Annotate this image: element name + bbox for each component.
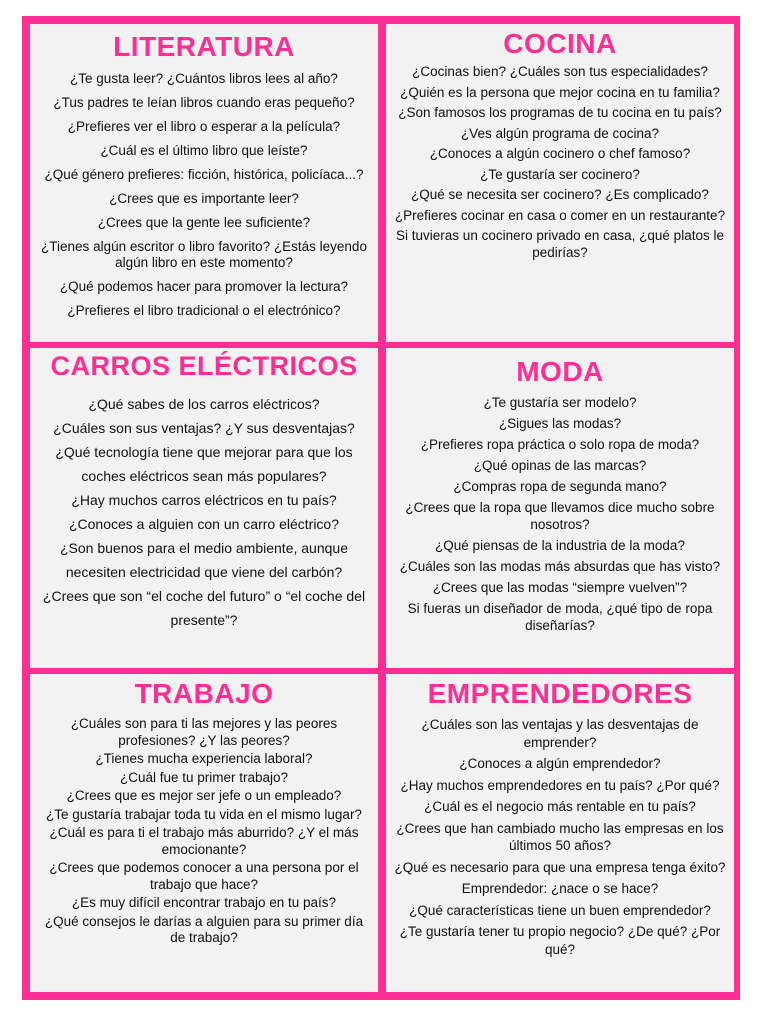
question-item: ¿Prefieres cocinar en casa o comer en un restaurante?	[394, 207, 726, 223]
question-item: ¿Tus padres te leían libros cuando eras pequeño?	[53, 95, 355, 110]
card-moda	[386, 348, 734, 668]
card-title: EMPRENDEDORES	[427, 678, 693, 709]
question-item: ¿Ves algún programa de cocina?	[460, 125, 660, 141]
card-emprendedores	[386, 674, 734, 992]
question-item: ¿Cuál fue tu primer trabajo?	[119, 769, 289, 785]
question-item: ¿Cuáles son las ventajas y las desventajas de emprender?	[421, 717, 699, 750]
question-item: Si tuvieras un cocinero privado en casa, ¿qué platos le pedirías?	[396, 228, 724, 260]
question-item: ¿Qué piensas de la industria de la moda?	[435, 538, 685, 553]
question-item: ¿Hay muchos carros eléctricos en tu país?	[71, 492, 337, 508]
question-item: ¿Qué opinas de las marcas?	[473, 458, 647, 473]
question-item: ¿Crees que han cambiado mucho las empresas en los últimos 50 años?	[396, 820, 724, 853]
question-item: ¿Son famosos los programas de tu cocina en tu país?	[398, 105, 722, 120]
card-carros-electricos	[30, 348, 378, 668]
question-item: ¿Quién es la persona que mejor cocina en tu familia?	[400, 84, 720, 100]
card-title: LITERATURA	[113, 31, 295, 62]
question-item: ¿Crees que es importante leer?	[109, 191, 299, 206]
question-item: ¿Son buenos para el medio ambiente, aunque necesiten electricidad que viene del carbón?	[60, 540, 348, 580]
question-item: ¿Cuáles son sus ventajas? ¿Y sus desventajas?	[53, 420, 355, 436]
question-item: ¿Qué podemos hacer para promover la lectura?	[59, 279, 349, 294]
question-item: ¿Crees que la gente lee suficiente?	[97, 215, 311, 230]
question-item: ¿Cuál es para ti el trabajo más aburrido? ¿Y el más emocionante?	[49, 825, 359, 857]
question-item: ¿Crees que las modas “siempre vuelven”?	[432, 580, 688, 595]
question-item: ¿Tienes mucha experiencia laboral?	[95, 751, 313, 766]
question-cards-sheet	[22, 16, 740, 1000]
question-item: ¿Cuáles son las modas más absurdas que has visto?	[399, 559, 721, 574]
question-item: ¿Crees que la ropa que llevamos dice mucho sobre nosotros?	[405, 500, 715, 532]
question-item: ¿Crees que podemos conocer a una persona por el trabajo que hace?	[49, 860, 359, 892]
card-trabajo	[30, 674, 378, 992]
question-item: ¿Qué tecnología tiene que mejorar para que los coches eléctricos sean más populares?	[55, 444, 353, 484]
question-item: ¿Cuál es el negocio más rentable en tu país?	[424, 799, 696, 814]
question-item: ¿Te gustaría tener tu propio negocio? ¿De qué? ¿Por qué?	[399, 924, 721, 957]
question-item: ¿Qué es necesario para que una empresa tenga éxito?	[394, 859, 726, 875]
question-list	[30, 382, 378, 632]
question-item: ¿Crees que son “el coche del futuro” o “el coche del presente”?	[42, 588, 366, 628]
question-item: ¿Prefieres ropa práctica o solo ropa de moda?	[420, 437, 700, 452]
question-item: ¿Conoces a algún cocinero o chef famoso?	[429, 146, 691, 161]
question-item: ¿Cocinas bien? ¿Cuáles son tus especialidades?	[412, 64, 708, 79]
question-item: ¿Qué consejos le darías a alguien para su primer día de trabajo?	[44, 913, 364, 945]
card-title: COCINA	[503, 28, 617, 59]
card-title: TRABAJO	[134, 678, 274, 709]
question-list	[386, 710, 734, 958]
question-item: ¿Prefieres ver el libro o esperar a la película?	[67, 119, 341, 134]
question-item: ¿Prefieres el libro tradicional o el electrónico?	[67, 303, 341, 318]
question-item: ¿Qué características tiene un buen emprendedor?	[409, 902, 711, 918]
question-item: ¿Qué género prefieres: ficción, histórica, policíaca...?	[44, 167, 364, 182]
question-list	[30, 63, 378, 319]
card-title: CARROS ELÉCTRICOS	[50, 351, 358, 381]
question-list	[386, 388, 734, 634]
question-item: ¿Qué se necesita ser cocinero? ¿Es complicado?	[411, 187, 709, 202]
question-list	[30, 710, 378, 947]
question-item: Si fueras un diseñador de moda, ¿qué tipo de ropa diseñarías?	[407, 601, 713, 633]
question-item: ¿Sigues las modas?	[498, 416, 622, 431]
question-item: ¿Te gustaría trabajar toda tu vida en el mismo lugar?	[46, 806, 362, 822]
question-item: Emprendedor: ¿nace o se hace?	[461, 881, 659, 896]
question-item: ¿Te gusta leer? ¿Cuántos libros lees al año?	[70, 71, 338, 86]
question-list	[386, 60, 734, 261]
question-item: ¿Compras ropa de segunda mano?	[453, 479, 667, 494]
question-item: ¿Cuál es el último libro que leíste?	[100, 143, 308, 158]
card-literatura	[30, 24, 378, 342]
question-item: ¿Qué sabes de los carros eléctricos?	[88, 396, 320, 412]
card-cocina	[386, 24, 734, 342]
question-item: ¿Es muy difícil encontrar trabajo en tu país?	[71, 895, 337, 910]
question-item: ¿Conoces a algún emprendedor?	[459, 756, 661, 771]
question-item: ¿Crees que es mejor ser jefe o un empleado?	[66, 788, 342, 803]
question-item: ¿Hay muchos emprendedores en tu país? ¿Por qué?	[400, 777, 720, 793]
question-item: ¿Te gustaría ser cocinero?	[480, 166, 640, 182]
card-title: MODA	[516, 356, 604, 387]
question-item: ¿Cuáles son para ti las mejores y las peores profesiones? ¿Y las peores?	[70, 716, 338, 748]
question-item: ¿Conoces a alguien con un carro eléctrico?	[68, 516, 340, 532]
question-item: ¿Tienes algún escritor o libro favorito? ¿Estás leyendo algún libro en este momento?	[41, 239, 367, 270]
question-item: ¿Te gustaría ser modelo?	[483, 395, 637, 410]
